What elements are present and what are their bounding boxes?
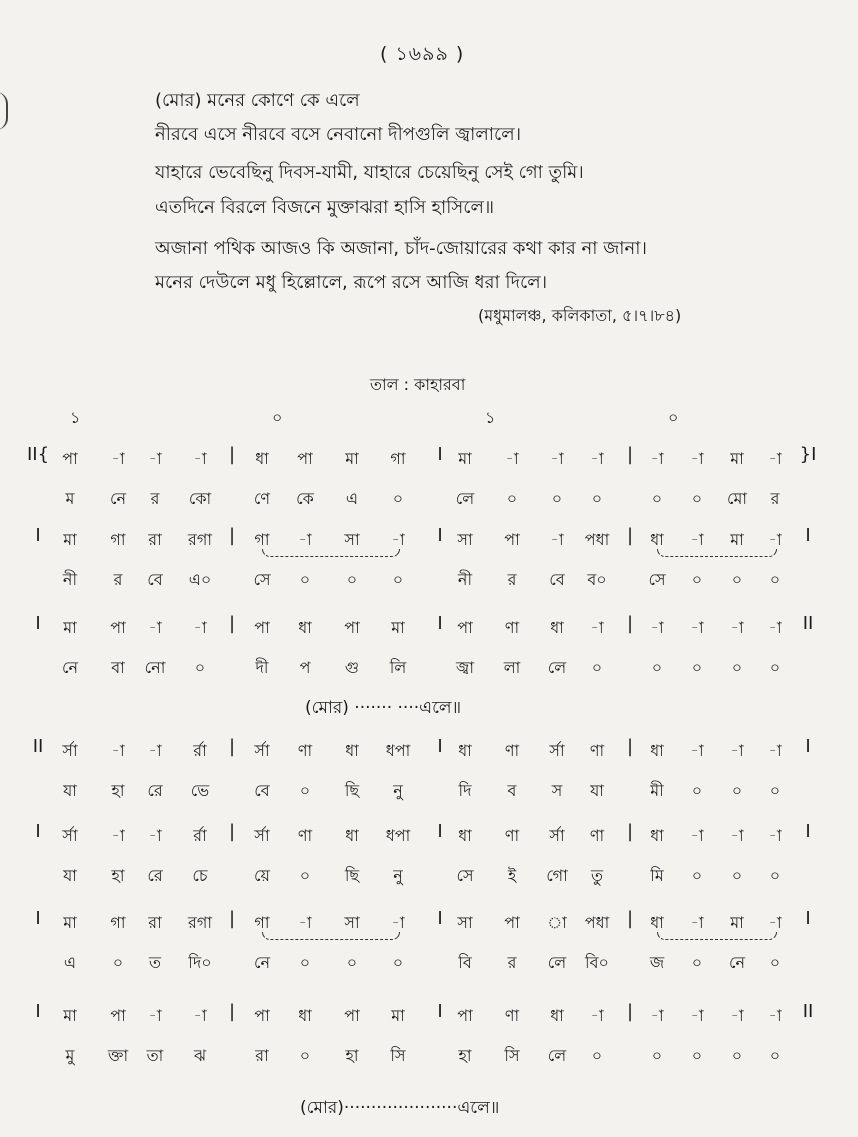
barline: | [626,908,634,929]
swara-note: র্রা [193,826,207,845]
slur-mark [262,549,400,557]
tala-mark: ০ [272,408,283,427]
lyric-syllable: লে [455,489,475,508]
start-barline: I [35,525,41,546]
lyric-syllable: ০ [731,781,743,800]
barline: | [228,613,236,634]
swara-note: -া [193,618,207,637]
lyric-syllable: রা [255,1046,269,1065]
swara-note: রা [148,530,162,549]
lyric-syllable: কে [296,489,314,508]
lyric-syllable: জ্বা [456,658,474,677]
lyric-syllable: বে [147,570,163,589]
swara-note: ধা [650,530,664,549]
swara-note: গা [110,913,126,932]
swara-note: -া [193,1006,207,1025]
lyric-syllable: গু [344,658,360,677]
barline: | [228,444,236,465]
lyric-syllable: দী [255,658,269,677]
lyric-syllable: দি০ [188,953,212,972]
lyric-syllable: বি [458,953,472,972]
lyric-syllable: ০ [691,489,703,508]
lyric-syllable: নে [109,489,127,508]
swara-note: -া [590,449,604,468]
lyric-syllable: ০ [392,570,404,589]
swara-note: -া [391,913,405,932]
source-note: (মধুমালঞ্চ, কলিকাতা, ৫।৭।৮৪) [478,306,682,325]
lyric-syllable: ০ [551,489,563,508]
lyric-syllable: গো [546,866,568,885]
refrain-line-2: (মোর)·····················এলে॥ [300,1098,500,1118]
swara-note: ণা [297,826,313,845]
swara-note: পা [110,618,126,637]
lyric-syllable: ০ [769,866,781,885]
lyric-syllable: লি [389,658,407,677]
barline: | [228,821,236,842]
swara-note: ধা [458,741,472,760]
swara-note: র্সা [62,826,78,845]
swara-note: -া [550,530,564,549]
barline: I [437,821,443,842]
lyric-syllable: প [299,658,311,677]
end-barline: I [805,525,811,546]
swara-note: গা [254,530,270,549]
lyric-syllable: তু [590,866,604,885]
barline: | [228,1001,236,1022]
swara-note: -া [148,826,162,845]
start-barline: I [35,1001,41,1022]
lyric-line: নীরবে এসে নীরবে বসে নেবানো দীপগুলি জ্বালালে। [155,124,522,145]
lyric-syllable: বে [254,781,270,800]
lyric-syllable: বি০ [585,953,609,972]
swara-note: -া [590,1006,604,1025]
swara-note: -া [690,913,704,932]
swara-note: -া [148,618,162,637]
lyric-syllable: সে [456,866,474,885]
swara-note: পা [457,1006,473,1025]
swara-note: মা [63,913,77,932]
lyric-syllable: ০ [651,658,663,677]
lyric-syllable: ০ [651,1046,663,1065]
end-barline: I [805,908,811,929]
start-barline: I [35,821,41,842]
lyric-syllable: র [507,570,517,589]
lyric-syllable: ই [507,866,517,885]
swara-note: র্সা [254,826,270,845]
lyric-line: এতদিনে বিরলে বিজনে মুক্তাঝরা হাসি হাসিলে॥ [155,197,495,218]
lyric-line: যাহারে ভেবেছিনু দিবস-যামী, যাহারে চেয়েছিনু সেই গো তুমি। [155,162,584,183]
swara-note: ণা [504,618,520,637]
swara-note: পা [254,618,270,637]
swara-note: -া [768,618,782,637]
lyric-syllable: নী [62,570,78,589]
swara-note: মা [730,530,744,549]
lyric-syllable: ০ [299,781,311,800]
lyric-syllable: র [113,570,123,589]
lyric-syllable: ০ [691,570,703,589]
lyric-syllable: র [507,953,517,972]
lyric-syllable: এ [345,489,359,508]
swara-note: পা [297,449,313,468]
swara-note: পধা [584,530,610,549]
lyric-syllable: ছি [344,781,360,800]
end-barline: }I [799,444,817,465]
lyric-syllable: ০ [769,781,781,800]
lyric-syllable: চে [192,866,208,885]
lyric-syllable: এ০ [188,570,212,589]
barline: | [626,613,634,634]
swara-note: সা [344,530,360,549]
lyric-syllable: ব [507,781,517,800]
swara-note: র্সা [549,741,565,760]
swara-note: -া [690,449,704,468]
swara-note: মা [730,913,744,932]
lyric-syllable: যা [63,866,77,885]
lyric-syllable: ০ [194,658,206,677]
lyric-syllable: নু [393,866,403,885]
lyric-syllable: নে [61,658,79,677]
swara-note: -া [690,530,704,549]
lyric-syllable: ০ [299,866,311,885]
swara-note: -া [590,618,604,637]
lyric-line: মনের দেউলে মধু হিল্লোলে, রূপে রসে আজি ধরা দিলে। [155,272,548,293]
lyric-syllable: সে [253,570,271,589]
lyric-syllable: হা [345,1046,359,1065]
swara-note: ধা [345,741,359,760]
lyric-syllable: ০ [506,489,518,508]
swara-note: মা [730,449,744,468]
lyric-syllable: ০ [769,1046,781,1065]
lyric-syllable: জ [649,953,665,972]
lyric-syllable: ম [65,489,75,508]
swara-note: পা [457,618,473,637]
lyric-syllable: এ [63,953,77,972]
lyric-syllable: ক্তা [107,1046,129,1065]
swara-note: ধা [298,1006,312,1025]
lyric-syllable: রে [147,866,163,885]
swara-note: -া [730,826,744,845]
swara-note: মা [458,449,472,468]
lyric-syllable: ছি [344,866,360,885]
swara-note: ণা [504,826,520,845]
lyric-syllable: নী [457,570,473,589]
lyric-syllable: ০ [731,658,743,677]
swara-note: ধা [550,1006,564,1025]
swara-note: -া [768,913,782,932]
swara-note: -া [690,741,704,760]
lyric-syllable: দি [458,781,472,800]
swara-note: মা [63,530,77,549]
lyric-syllable: লে [547,658,567,677]
swara-note: ধা [255,449,269,468]
lyric-syllable: ০ [591,658,603,677]
swara-note: রগা [188,913,212,932]
barline: | [626,821,634,842]
slur-mark [657,932,777,940]
swara-note: পা [504,530,520,549]
lyric-syllable: সি [504,1046,520,1065]
lyric-syllable: কো [188,489,212,508]
end-barline: II [802,613,814,634]
lyric-syllable: বে [549,570,565,589]
end-barline: II [802,1001,814,1022]
start-barline: I [35,908,41,929]
barline: | [228,736,236,757]
barline: | [626,736,634,757]
lyric-syllable: হা [111,781,125,800]
start-barline: II{ [26,444,50,465]
lyric-line: (মোর) মনের কোণে কে এলে [155,90,360,111]
swara-note: মা [391,1006,405,1025]
swara-note: -া [298,530,312,549]
tala-mark: ০ [668,408,679,427]
barline: | [626,525,634,546]
lyric-syllable: লে [547,1046,567,1065]
lyric-syllable: নে [253,953,271,972]
swara-note: -া [650,618,664,637]
swara-note: -া [650,1006,664,1025]
swara-note: -া [111,741,125,760]
swara-note: র্রা [193,741,207,760]
swara-note: ণা [297,741,313,760]
lyric-syllable: ০ [112,953,124,972]
swara-note: পা [62,449,78,468]
lyric-syllable: ০ [346,570,358,589]
swara-note: পধা [584,913,610,932]
lyric-syllable: সি [390,1046,406,1065]
slur-mark [262,932,400,940]
lyric-syllable: লে [547,953,567,972]
lyric-syllable: যা [63,781,77,800]
barline: I [437,613,443,634]
swara-note: সা [344,913,360,932]
lyric-syllable: ০ [346,953,358,972]
swara-note: ধা [650,826,664,845]
lyric-syllable: মো [726,489,748,508]
swara-note: পা [504,913,520,932]
barline: I [437,908,443,929]
refrain-line-1: (মোর) ······· ····এলে॥ [305,698,462,718]
lyric-syllable: ভে [190,781,210,800]
swara-note: মা [63,618,77,637]
swara-note: -া [768,1006,782,1025]
swara-note: -া [298,913,312,932]
swara-note: -া [690,1006,704,1025]
swara-note: সা [457,913,473,932]
lyric-syllable: র [770,489,780,508]
lyric-line: অজানা পথিক আজও কি অজানা, চাঁদ-জোয়ারের কথা কার না জানা। [155,238,647,259]
swara-note: গা [110,530,126,549]
lyric-syllable: ০ [299,1046,311,1065]
lyric-syllable: ০ [691,781,703,800]
swara-note: পা [344,1006,360,1025]
lyric-syllable: ০ [769,953,781,972]
swara-note: মা [391,618,405,637]
swara-note: -া [550,449,564,468]
lyric-syllable: র [150,489,160,508]
swara-note: -া [690,826,704,845]
swara-note: -া [148,449,162,468]
swara-note: সা [457,530,473,549]
swara-note: রা [148,913,162,932]
lyric-syllable: নু [393,781,403,800]
swara-note: -া [690,618,704,637]
swara-note: ধা [298,618,312,637]
barline: I [437,1001,443,1022]
lyric-syllable: ০ [769,658,781,677]
slur-mark [657,549,777,557]
lyric-syllable: মী [650,781,664,800]
barline: | [228,525,236,546]
swara-note: গা [254,913,270,932]
swara-note: -া [730,618,744,637]
barline: | [626,444,634,465]
lyric-syllable: ০ [299,953,311,972]
swara-note: -া [148,741,162,760]
swara-note: ধপা [385,741,411,760]
swara-note: -া [730,741,744,760]
swara-note: ধা [650,741,664,760]
swara-note: ণা [504,741,520,760]
lyric-syllable: লা [503,658,521,677]
swara-note: -া [193,449,207,468]
barline: I [437,444,443,465]
lyric-syllable: ০ [731,570,743,589]
lyric-syllable: ০ [299,570,311,589]
swara-note: র্সা [254,741,270,760]
lyric-syllable: হা [458,1046,472,1065]
swara-note: -া [768,530,782,549]
swara-note: ণা [589,741,605,760]
tala-mark: ১ [70,408,81,427]
tala-mark: ১ [485,408,496,427]
swara-note: পা [254,1006,270,1025]
lyric-syllable: ০ [731,866,743,885]
swara-note: ধপা [385,826,411,845]
lyric-syllable: ০ [691,658,703,677]
lyric-syllable: ত [148,953,162,972]
lyric-syllable: ব০ [587,570,607,589]
swara-note: -া [768,741,782,760]
swara-note: -া [111,826,125,845]
swara-note: গা [390,449,406,468]
swara-note: া [547,913,567,932]
barline: | [626,1001,634,1022]
swara-note: ণা [589,826,605,845]
lyric-syllable: ০ [651,489,663,508]
lyric-syllable: ০ [392,953,404,972]
swara-note: ণা [504,1006,520,1025]
lyric-syllable: রে [147,781,163,800]
swara-note: -া [391,530,405,549]
lyric-syllable: নো [144,658,166,677]
lyric-syllable: মি [650,866,664,885]
swara-note: -া [505,449,519,468]
lyric-syllable: যা [590,781,604,800]
barline: I [437,736,443,757]
lyric-syllable: ০ [769,570,781,589]
lyric-syllable: ০ [691,1046,703,1065]
lyric-syllable: ০ [591,489,603,508]
lyric-syllable: ০ [691,953,703,972]
lyric-syllable: ০ [731,1046,743,1065]
lyric-syllable: তা [146,1046,164,1065]
lyric-syllable: ০ [591,1046,603,1065]
swara-note: -া [768,826,782,845]
end-barline: I [805,821,811,842]
page-edge-mark [0,92,8,130]
swara-note: -া [768,449,782,468]
lyric-syllable: হা [111,866,125,885]
lyric-syllable: মু [65,1046,75,1065]
start-barline: I [35,613,41,634]
swara-note: ধা [345,826,359,845]
barline: I [437,525,443,546]
swara-note: -া [148,1006,162,1025]
lyric-syllable: ০ [691,866,703,885]
lyric-syllable: নে [728,953,746,972]
swara-note: র্সা [549,826,565,845]
swara-note: র্সা [62,741,78,760]
tala-label: তাল : কাহারবা [370,375,466,394]
swara-note: ধা [550,618,564,637]
swara-note: মা [345,449,359,468]
lyric-syllable: য়ে [254,866,270,885]
swara-note: রগা [188,530,212,549]
start-barline: II [32,736,44,757]
swara-note: -া [730,1006,744,1025]
swara-note: পা [344,618,360,637]
lyric-syllable: স [551,781,563,800]
swara-note: -া [111,449,125,468]
swara-note: পা [110,1006,126,1025]
swara-note: ধা [458,826,472,845]
swara-note: মা [63,1006,77,1025]
end-barline: I [805,736,811,757]
lyric-syllable: ণে [253,489,271,508]
page-number: ( ১৬৯৯ ) [380,43,465,65]
lyric-syllable: সে [648,570,666,589]
lyric-syllable: ঝ [193,1046,207,1065]
swara-note: -া [650,449,664,468]
swara-note: ধা [650,913,664,932]
barline: | [228,908,236,929]
lyric-syllable: বা [111,658,125,677]
lyric-syllable: ০ [392,489,404,508]
